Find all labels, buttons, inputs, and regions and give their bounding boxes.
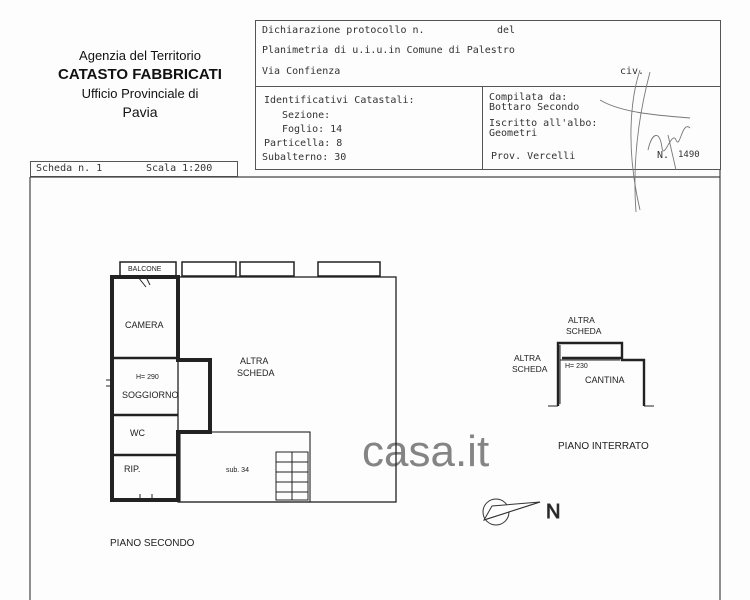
catasto-title: CATASTO FABBRICATI <box>58 66 222 83</box>
province-name: Pavia <box>122 104 158 120</box>
scheda-number: Scheda n. 1 <box>36 163 103 174</box>
compiler-title: Compilata da: <box>489 92 568 103</box>
planimetria-line: Planimetria di u.i.u.in Comune di Palestro <box>262 45 515 56</box>
iscritto-label: Iscritto all'albo: <box>489 118 598 129</box>
north-label: N <box>546 501 561 523</box>
staircase <box>276 452 308 500</box>
particella-field: Particella: 8 <box>264 138 343 149</box>
wc-label: WC <box>130 428 145 438</box>
basement-altra-top: ALTRA <box>568 315 595 325</box>
address-line: Via Confienza <box>262 66 341 77</box>
scheda-label: SCHEDA <box>237 368 275 378</box>
sezione-field: Sezione: <box>282 110 331 121</box>
subalterno-field: Subalterno: 30 <box>262 152 347 163</box>
basement-altra-left: ALTRA <box>514 353 541 363</box>
soggiorno-label: SOGGIORNO <box>122 390 179 400</box>
agency-name: Agenzia del Territorio <box>79 48 201 63</box>
registration-number: 1490 <box>678 150 700 160</box>
basement-scheda-left: SCHEDA <box>512 364 548 374</box>
compiler-name: Bottaro Secondo <box>489 102 580 113</box>
second-floor-plan <box>106 262 396 502</box>
identifiers-title: Identificativi Catastali: <box>264 95 415 106</box>
facade-bar-2 <box>240 262 294 276</box>
scheda-scale: Scala 1:200 <box>146 163 213 174</box>
piano-secondo-label: PIANO SECONDO <box>110 538 195 549</box>
signature <box>600 70 690 212</box>
height-label: H= 290 <box>136 374 159 381</box>
civ-label: civ. <box>620 66 645 77</box>
cantina-label: CANTINA <box>585 375 625 385</box>
facade-bar-3 <box>318 262 380 276</box>
province-value: Prov. Vercelli <box>491 151 576 162</box>
altra-label: ALTRA <box>240 356 269 366</box>
drawing-frame <box>30 170 720 600</box>
foglio-field: Foglio: 14 <box>282 124 343 135</box>
basement-height-label: H= 230 <box>565 363 588 370</box>
ufficio-line: Ufficio Provinciale di <box>81 86 199 101</box>
basement-scheda-top: SCHEDA <box>566 326 602 336</box>
del-label: del <box>497 25 516 36</box>
facade-bar-1 <box>182 262 236 276</box>
watermark: casa.it <box>362 427 490 476</box>
albo-value: Geometri <box>489 128 538 139</box>
sub-label: sub. 34 <box>226 467 249 474</box>
camera-label: CAMERA <box>125 320 164 330</box>
piano-interrato-label: PIANO INTERRATO <box>558 441 649 452</box>
north-arrow-icon <box>483 499 540 525</box>
balcone-label: BALCONE <box>128 266 162 273</box>
registration-label: N. <box>657 150 670 161</box>
rip-label: RIP. <box>124 464 141 474</box>
protocol-label: Dichiarazione protocollo n. <box>262 25 425 36</box>
